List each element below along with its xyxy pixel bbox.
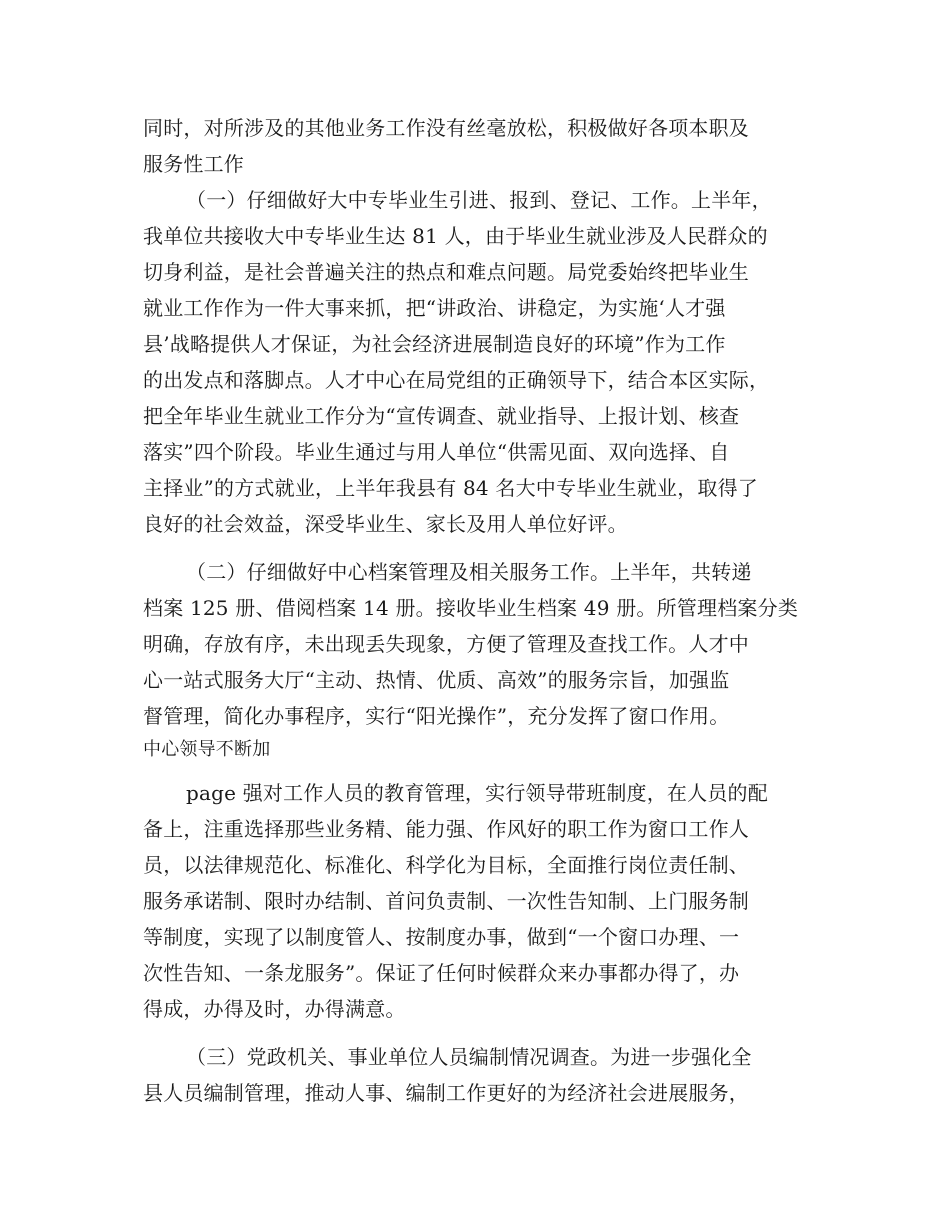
text-line-12: 良好的社会效益，深受毕业生、家长及用人单位好评。 [143,512,628,536]
text-line-8: 的出发点和落脚点。人才中心在局党组的正确领导下，结合本区实际， [143,368,770,392]
text-line-6: 就业工作作为一件大事来抓，把“讲政治、讲稳定，为实施‘人才强 [143,296,726,320]
text-line-10: 落实”四个阶段。毕业生通过与用人单位“供需见面、双向选择、自 [143,440,730,464]
text-line-15: 明确，存放有序，未出现丢失现象，方便了管理及查找工作。人才中 [143,632,749,656]
paragraph-3-heading: （三）党政机关、事业单位人员编制情况调查。为进一步强化全 [186,1045,752,1069]
text-line-23: 等制度，实现了以制度管人、按制度办事，做到“一个窗口办理、一 [143,925,740,949]
text-line-27: 县人员编制管理，推动人事、编制工作更好的为经济社会进展服务， [143,1081,749,1105]
text-line-2: 服务性工作 [143,152,244,176]
text-line-21: 员，以法律规范化、标准化、科学化为目标，全面推行岗位责任制、 [143,853,749,877]
text-line-20: 备上，注重选择那些业务精、能力强、作风好的职工作为窗口工作人 [143,817,749,841]
text-line-7: 县’战略提供人才保证，为社会经济进展制造良好的环境”作为工作 [143,332,726,356]
text-line-14: 档案 125 册、借阅档案 14 册。接收毕业生档案 49 册。所管理档案分类 [143,596,799,620]
text-line-9: 把全年毕业生就业工作分为“宣传调查、就业指导、上报计划、核查 [143,404,740,428]
paragraph-2-heading: （二）仔细做好中心档案管理及相关服务工作。上半年，共转递 [186,560,752,584]
text-line-22: 服务承诺制、限时办结制、首问负责制、一次性告知制、上门服务制 [143,889,749,913]
text-line-16: 心一站式服务大厅“主动、热情、优质、高效”的服务宗旨，加强监 [143,668,730,692]
text-line-1: 同时，对所涉及的其他业务工作没有丝毫放松，积极做好各项本职及 [143,116,749,140]
text-line-5: 切身利益，是社会普遍关注的热点和难点问题。局党委始终把毕业生 [143,260,749,284]
text-line-19: page 强对工作人员的教育管理，实行领导带班制度，在人员的配 [186,781,768,805]
text-line-18: 中心领导不断加 [143,739,271,760]
text-line-25: 得成，办得及时，办得满意。 [143,997,406,1021]
text-line-24: 次性告知、一条龙服务”。保证了任何时候群众来办事都办得了，办 [143,961,740,985]
text-line-11: 主择业”的方式就业，上半年我县有 84 名大中专毕业生就业，取得了 [143,476,758,500]
text-line-4: 我单位共接收大中专毕业生达 81 人，由于毕业生就业涉及人民群众的 [143,224,768,248]
paragraph-1-heading: （一）仔细做好大中专毕业生引进、报到、登记、工作。上半年， [186,188,772,212]
text-line-17: 督管理，简化办事程序，实行“阳光操作”，充分发挥了窗口作用。 [143,704,730,728]
